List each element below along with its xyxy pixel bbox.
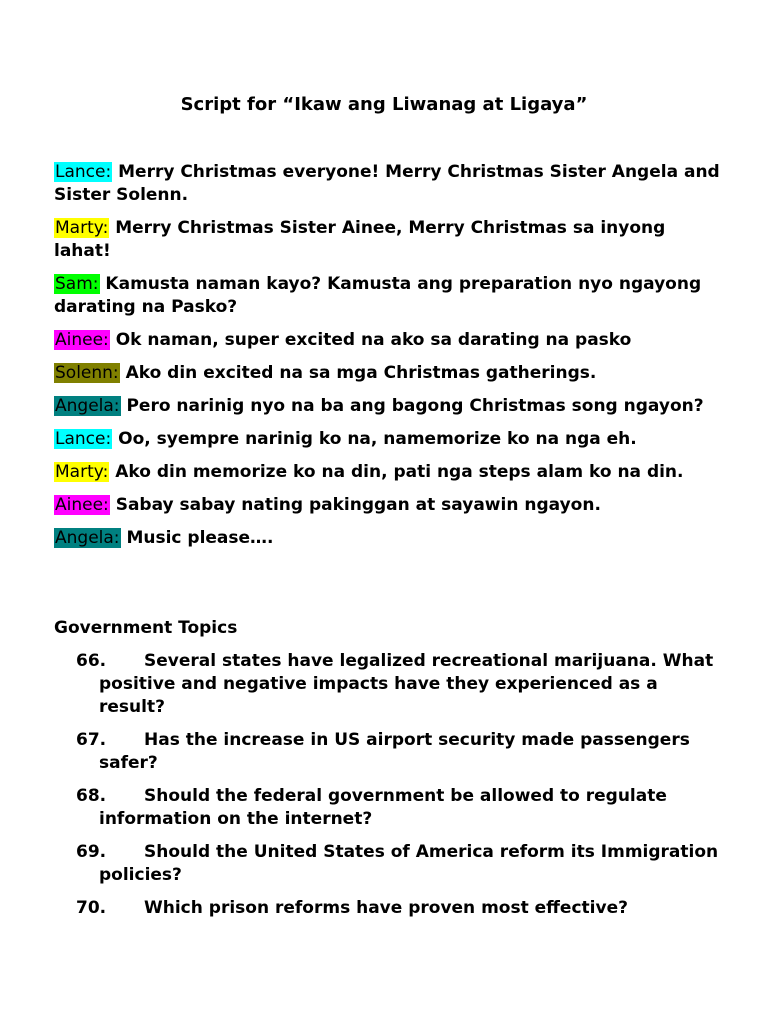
dialogue-text: Pero narinig nyo na ba ang bagong Christmas song ngayon? <box>120 396 704 416</box>
speaker-label: Angela: <box>55 396 120 416</box>
speaker-label: Ainee: <box>55 495 109 515</box>
topic-text: Should the federal government be allowed to regulate information on the internet? <box>99 786 667 829</box>
topic-text: Which prison reforms have proven most effective? <box>144 898 628 918</box>
topic-number: 69. <box>76 842 107 862</box>
topic-text: Has the increase in US airport security made passengers safer? <box>99 730 690 773</box>
topic-number: 70. <box>76 898 107 918</box>
dialogue-text: Ako din excited na sa mga Christmas gatherings. <box>119 363 597 383</box>
dialogue-text: Oo, syempre narinig ko na, namemorize ko na nga eh. <box>112 429 637 449</box>
speaker-label: Lance: <box>55 162 112 182</box>
speaker-label: Angela: <box>55 528 120 548</box>
script-line <box>54 273 722 319</box>
speaker-label: Marty: <box>55 218 109 238</box>
topic-item <box>76 841 726 887</box>
script-dialogue <box>54 161 722 560</box>
page-title: Script for “Ikaw ang Liwanag at Ligaya” <box>180 94 588 115</box>
script-line <box>54 494 722 517</box>
topic-number: 66. <box>76 651 107 671</box>
topic-number: 68. <box>76 786 107 806</box>
topic-item <box>76 785 726 831</box>
script-line <box>54 161 722 207</box>
dialogue-text: Merry Christmas everyone! Merry Christmas Sister Angela and Sister Solenn. <box>54 162 720 205</box>
dialogue-text: Music please…. <box>120 528 274 548</box>
script-line <box>54 362 722 385</box>
topic-item <box>76 897 726 920</box>
topic-item <box>76 729 726 775</box>
speaker-label: Marty: <box>55 462 109 482</box>
topic-list <box>76 650 726 930</box>
topic-number: 67. <box>76 730 107 750</box>
script-line <box>54 395 722 418</box>
section-heading: Government Topics <box>54 618 238 638</box>
speaker-label: Ainee: <box>55 330 109 350</box>
speaker-label: Lance: <box>55 429 112 449</box>
dialogue-text: Sabay sabay nating pakinggan at sayawin ngayon. <box>109 495 601 515</box>
dialogue-text: Ok naman, super excited na ako sa darating na pasko <box>109 330 632 350</box>
script-line <box>54 217 722 263</box>
topic-text: Should the United States of America reform its Immigration policies? <box>99 842 719 885</box>
script-line <box>54 527 722 550</box>
dialogue-text: Ako din memorize ko na din, pati nga steps alam ko na din. <box>109 462 684 482</box>
topic-item <box>76 650 726 719</box>
script-line <box>54 329 722 352</box>
dialogue-text: Kamusta naman kayo? Kamusta ang preparation nyo ngayong darating na Pasko? <box>54 274 702 317</box>
topic-text: Several states have legalized recreational marijuana. What positive and negative impacts have they experienced as a result? <box>99 651 714 717</box>
dialogue-text: Merry Christmas Sister Ainee, Merry Christmas sa inyong lahat! <box>54 218 666 261</box>
script-line <box>54 428 722 451</box>
script-line <box>54 461 722 484</box>
speaker-label: Solenn: <box>55 363 119 383</box>
speaker-label: Sam: <box>55 274 99 294</box>
